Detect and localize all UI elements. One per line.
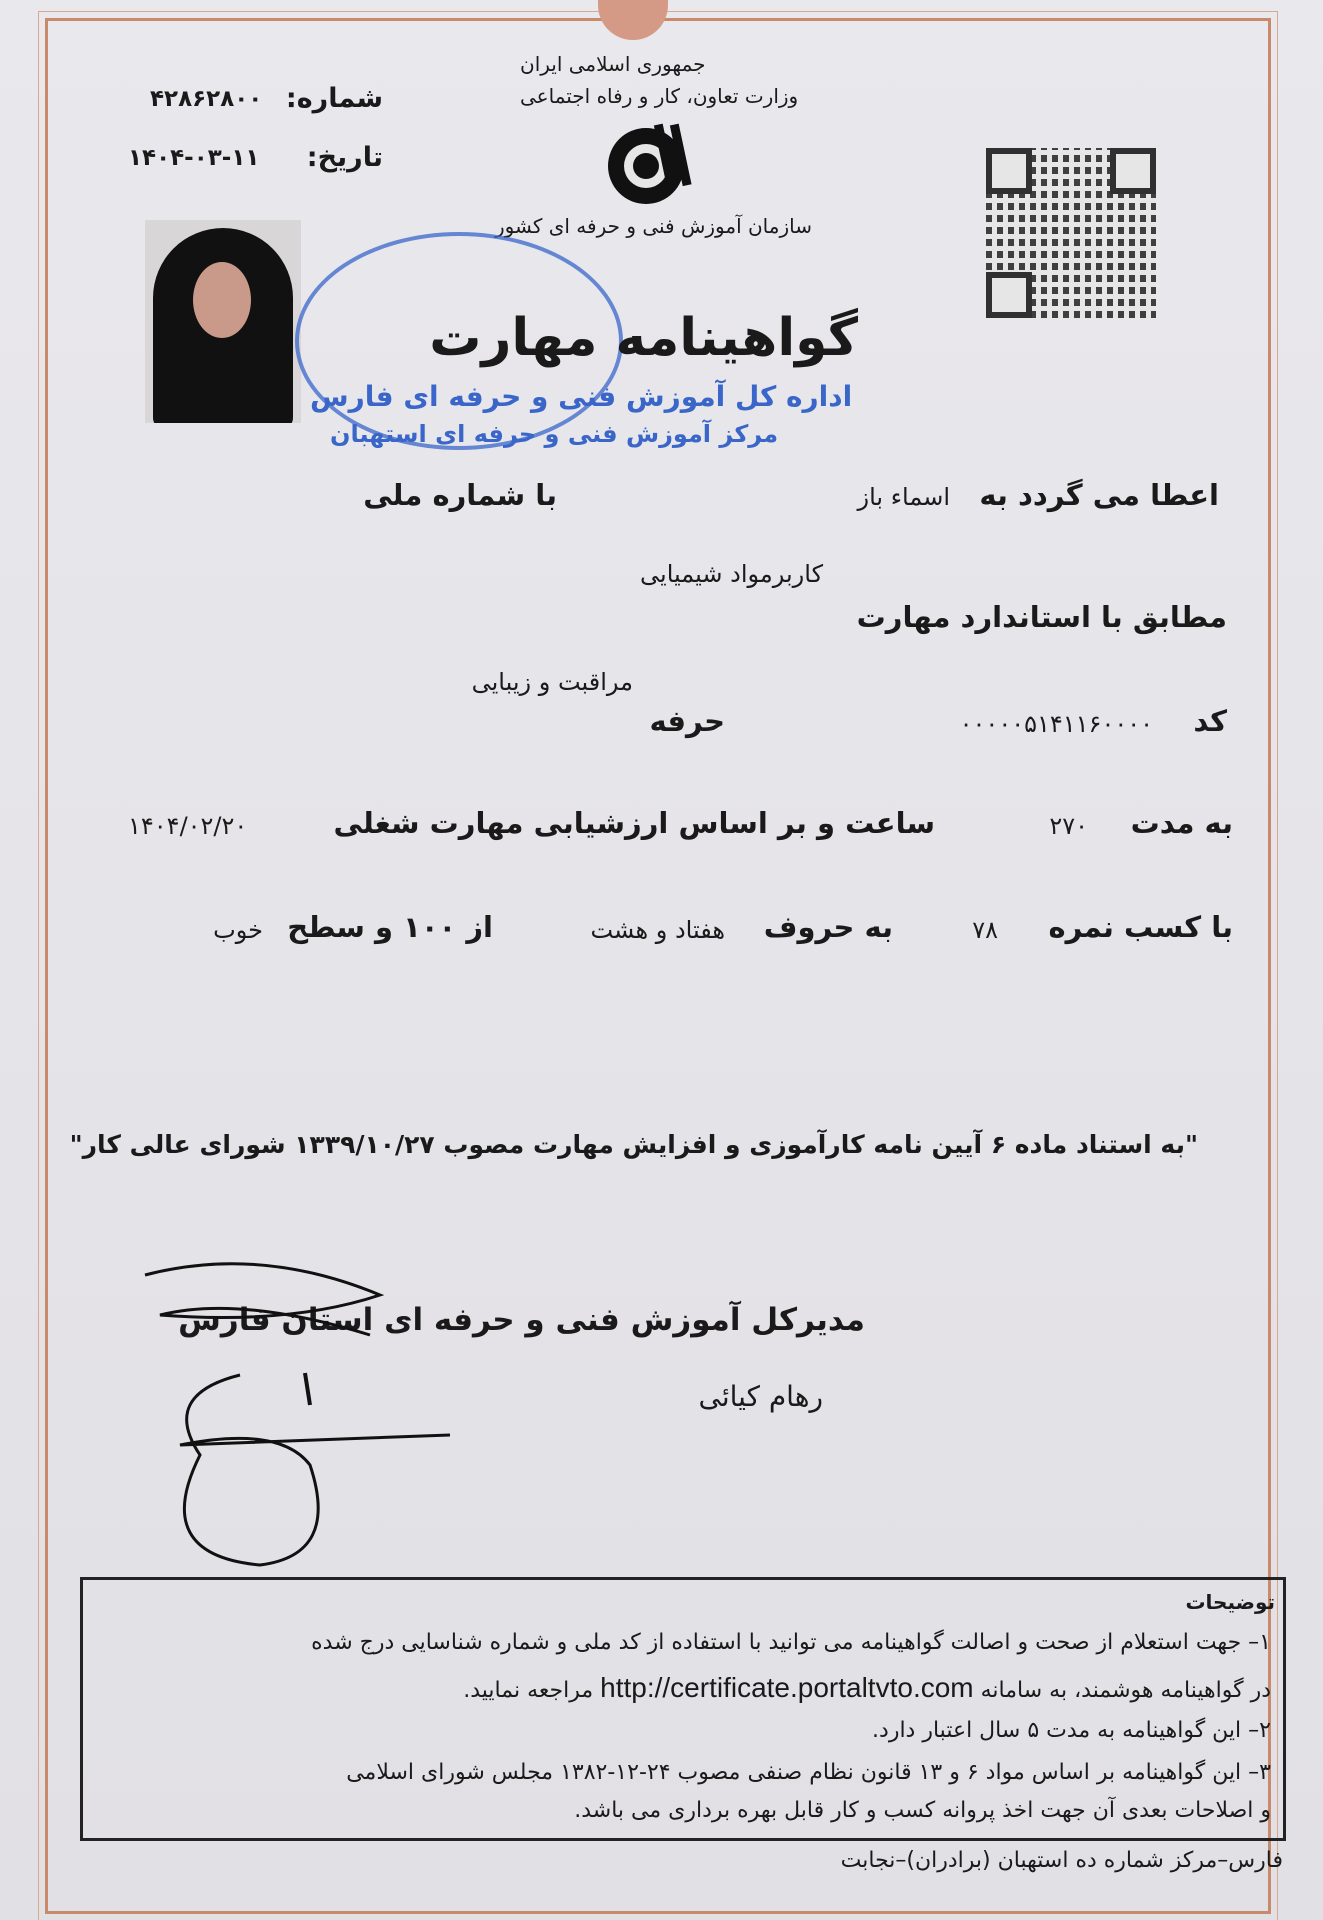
ministry-name: وزارت تعاون، کار و رفاه اجتماعی xyxy=(520,84,799,108)
number-label: شماره: xyxy=(285,83,383,114)
standard-value: کاربرمواد شیمیایی xyxy=(640,560,823,588)
trade-value: مراقبت و زیبایی xyxy=(471,668,633,696)
note-3: ۳– این گواهینامه بر اساس مواد ۶ و ۱۳ قانون نظام صنفی مصوب ۲۴-۱۲-۱۳۸۲ مجلس شورای اسلامی xyxy=(346,1760,1271,1785)
code-label: کد xyxy=(1193,704,1227,738)
date-value: ۱۴۰۴-۰۳-۱۱ xyxy=(128,145,260,171)
verification-url[interactable]: http://certificate.portaltvto.com xyxy=(600,1672,974,1703)
signatory-name: رهام کیائی xyxy=(698,1380,823,1413)
level-value: خوب xyxy=(213,916,263,944)
notes-heading: توضیحات xyxy=(1185,1590,1275,1614)
stamp-text-line2: مرکز آموزش فنی و حرفه ای استهبان xyxy=(330,420,779,448)
stamp-text-line1: اداره کل آموزش فنی و حرفه ای فارس xyxy=(310,380,853,413)
awarded-label: اعطا می گردد به xyxy=(979,478,1219,512)
hours-label: ساعت و بر اساس ارزشیابی مهارت شغلی xyxy=(333,806,935,840)
note-1: ۱– جهت استعلام از صحت و اصالت گواهینامه می توانید با استفاده از کد ملی و شماره شناسایی درج شده xyxy=(311,1630,1271,1655)
signature xyxy=(140,1255,470,1575)
issuing-center: فارس–مرکز شماره ده استهبان (برادران)–نجابت xyxy=(840,1848,1283,1873)
tvto-logo-icon xyxy=(598,120,708,210)
notes-box xyxy=(80,1577,1286,1841)
letters-label: به حروف xyxy=(763,910,893,944)
country-name: جمهوری اسلامی ایران xyxy=(520,52,706,76)
signatory-title: مدیرکل آموزش فنی و حرفه ای استان فارس xyxy=(178,1302,865,1338)
organization-name: سازمان آموزش فنی و حرفه ای کشور xyxy=(495,214,812,238)
awarded-name: اسماء باز xyxy=(857,483,950,511)
trade-label: حرفه xyxy=(649,704,725,738)
legal-quote: "به استناد ماده ۶ آیین نامه کارآموزی و افزایش مهارت مصوب ۱۳۳۹/۱۰/۲۷ شورای عالی کار" xyxy=(69,1130,1198,1159)
number-value: ۴۲۸۶۲۸۰۰ xyxy=(150,86,263,112)
note-1-post: مراجعه نمایید. xyxy=(463,1678,594,1703)
evaluation-date: ۱۴۰۴/۰۲/۲۰ xyxy=(128,812,248,840)
note-1-cont xyxy=(463,1672,1271,1704)
score-label: با کسب نمره xyxy=(1048,910,1233,944)
national-id-label: با شماره ملی xyxy=(363,478,557,512)
duration-label: به مدت xyxy=(1130,806,1233,840)
standard-label: مطابق با استاندارد مهارت xyxy=(856,600,1227,634)
date-label: تاریخ: xyxy=(306,142,383,173)
certificate-title: گواهینامه مهارت xyxy=(429,308,858,368)
holder-photo xyxy=(145,220,301,423)
score-value: ۷۸ xyxy=(972,916,998,944)
code-value: ۰۰۰۰۰۵۱۴۱۱۶۰۰۰۰ xyxy=(959,710,1153,738)
qr-code[interactable] xyxy=(986,148,1156,318)
outof-label: از ۱۰۰ و سطح xyxy=(287,910,493,944)
duration-value: ۲۷۰ xyxy=(1049,812,1088,840)
note-2: ۲– این گواهینامه به مدت ۵ سال اعتبار دارد. xyxy=(872,1718,1271,1743)
note-1-pre: در گواهینامه هوشمند، به سامانه xyxy=(980,1678,1271,1703)
letters-value: هفتاد و هشت xyxy=(590,916,725,944)
note-3-cont: و اصلاحات بعدی آن جهت اخذ پروانه کسب و کار قابل بهره برداری می باشد. xyxy=(574,1798,1271,1823)
